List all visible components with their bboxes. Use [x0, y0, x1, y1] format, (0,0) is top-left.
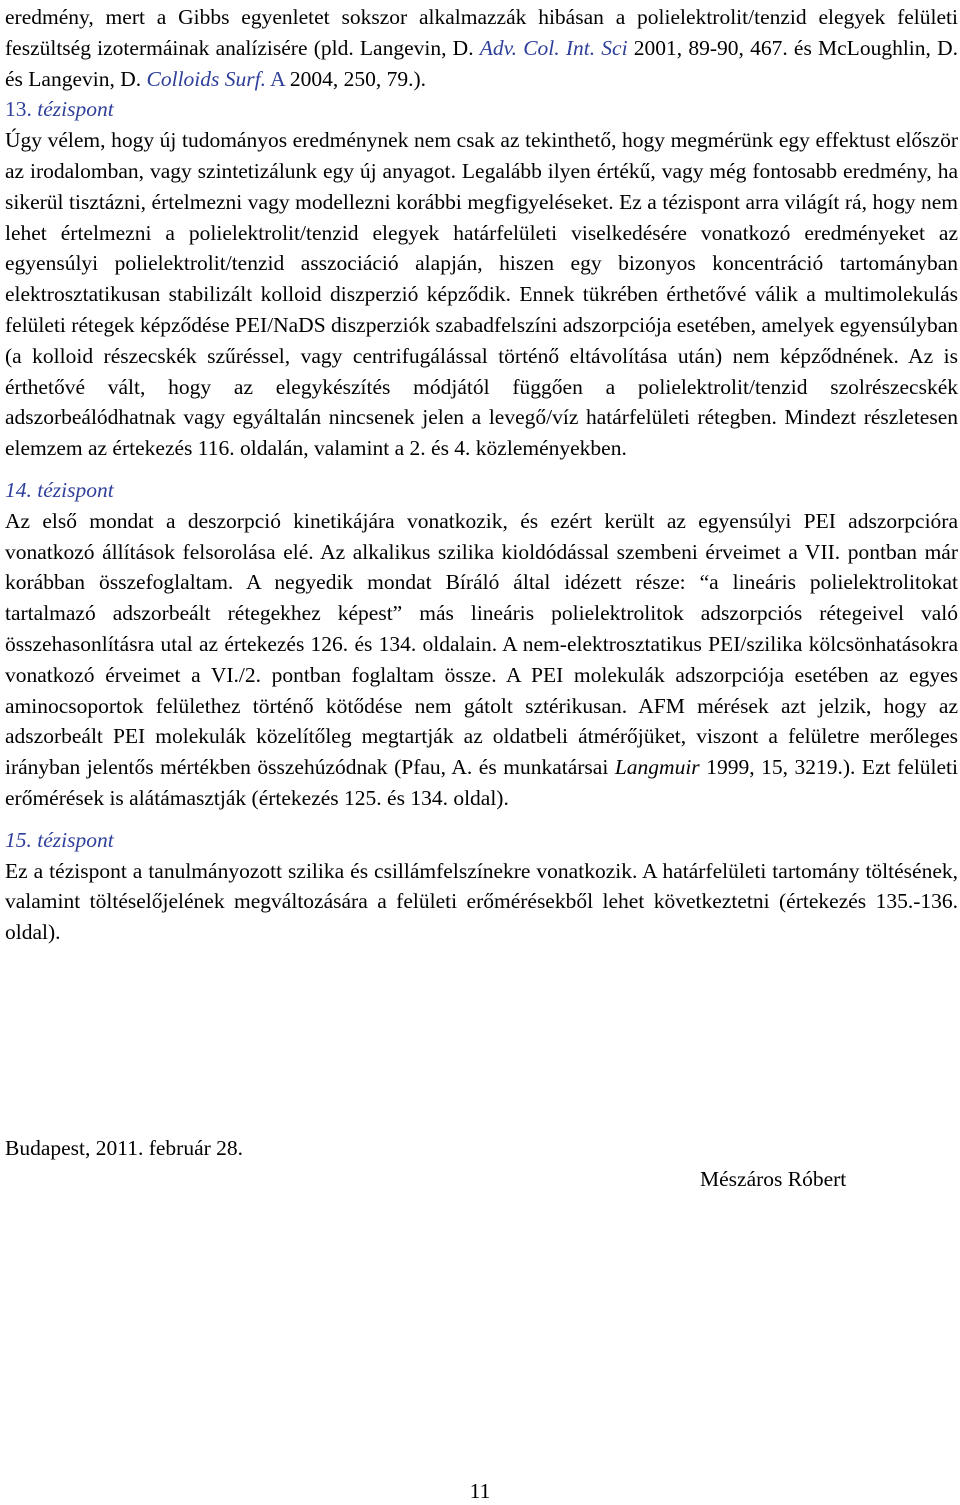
thesis-15-number: 15. — [5, 827, 32, 852]
intro-text-1: eredmény, mert a Gibbs egyenletet sokszor alkalmazzák hibásan a polielektrolit/tenzid elegyek felületi feszültség izotermáinak analízisére (pld. Langevin, D. — [5, 5, 958, 60]
thesis-14-heading — [5, 475, 958, 506]
journal-citation-2: Colloids Surf. — [146, 66, 266, 91]
thesis-13-number: 13. — [5, 97, 32, 122]
page-number: 11 — [469, 1479, 491, 1503]
thesis-13-title: tézispont — [31, 97, 114, 122]
journal-citation-2-series: A — [265, 66, 285, 91]
journal-citation-1: Adv. Col. Int. Sci — [479, 35, 628, 60]
intro-text-3: 2004, 250, 79.). — [284, 66, 427, 91]
thesis-14-body-text-1: Az első mondat a deszorpció kinetikájára vonatkozik, és ezért került az egyensúlyi PEI adszorpcióra vonatkozó állítások felsorolása elé. Az alkalikus szilika kioldódással szembeni érveimet a VII. pontban már korábban összefoglaltam. A negyedik mondat Bíráló által idézett része: “a lineáris polielektrolitokat tartalmazó adszorbeált rétegekhez képest” más lineáris polielektrolitok adszorpciós rétegeivel való összehasonlításra utal az értekezés 126. és 134. oldalain. A nem-elektrosztatikus PEI/szilika kölcsönhatásokra vonatkozó érveimet a VI./2. pontban foglaltam össze. A PEI molekulák adszorpciója esetében az egyes aminocsoportok felülethez történő kötődése nem gátolt sztérikusan. AFM mérések azt jelzik, hogy az adszorbeált PEI molekulák közelítőleg megtartják az oldatbeli átmérőjüket, viszont a felületre merőleges irányban jelentős mértékben összehúzódnak (Pfau, A. és munkatársai — [5, 508, 958, 780]
thesis-15-title: tézispont — [31, 827, 114, 852]
document-body — [5, 0, 958, 948]
place-and-date: Budapest, 2011. február 28. — [5, 1136, 244, 1160]
thesis-14-body — [5, 506, 958, 814]
thesis-13-heading — [5, 94, 958, 125]
intro-paragraph — [5, 0, 958, 94]
thesis-13-body: Úgy vélem, hogy új tudományos eredménynek nem csak az tekinthető, hogy megmérünk egy effektust először az irodalomban, vagy szintetizálunk egy új anyagot. Legalább ilyen értékű, vagy még fontosabb eredmény, ha sikerül tisztázni, értelmezni vagy modellezni korábbi megfigyeléseket. Ez a tézispont arra világít rá, hogy nem lehet értelmezni a polielektrolit/tenzid elegyek határfelületi viselkedésére vonatkozó eredményeket az egyensúlyi polielektrolit/tenzid asszociáció alapján, hiszen egy bizonyos koncentráció tartományban elektrosztatikusan stabilizált kolloid diszperzió képződik. Ennek tükrében érthetővé válik a multimolekulás felületi rétegek képződése PEI/NaDS diszperziók szabadfelszíni adszorpciója esetében, amelyek egyensúlyban (a kolloid részecskék szűréssel, vagy centrifugálással történő eltávolítása után) nem képződnének. Az is érthetővé vált, hogy az elegykészítés módjától függően a polielektrolit/tenzid szolrészecskék adszorbeálódhatnak vagy egyáltalán nincsenek jelen a levegő/víz határfelületi rétegben. Mindezt részletesen elemzem az értekezés 116. oldalán, valamint a 2. és 4. közleményekben. — [5, 128, 958, 461]
thesis-15-body: Ez a tézispont a tanulmányozott szilika és csillámfelszínekre vonatkozik. A határfelületi tartomány töltésének, valamint töltéselőjelének megváltozására a felületi erőmérésekből lehet következtetni (értekezés 135.-136. oldal). — [5, 858, 958, 945]
author-signature: Mészáros Róbert — [700, 1167, 847, 1191]
thesis-14-body-text-2: 1999, 15, 3219.). Ezt felületi erőmérések is alátámasztják (értekezés 125. és 134. oldal). — [5, 755, 959, 810]
intro-text-2: 2001, 89-90, 467. és McLoughlin, D. és Langevin, D. — [5, 35, 958, 91]
thesis-14-title: tézispont — [31, 477, 114, 502]
journal-citation-langmuir: Langmuir — [614, 755, 700, 780]
thesis-15-heading — [5, 825, 958, 856]
thesis-14-number: 14. — [5, 477, 32, 502]
